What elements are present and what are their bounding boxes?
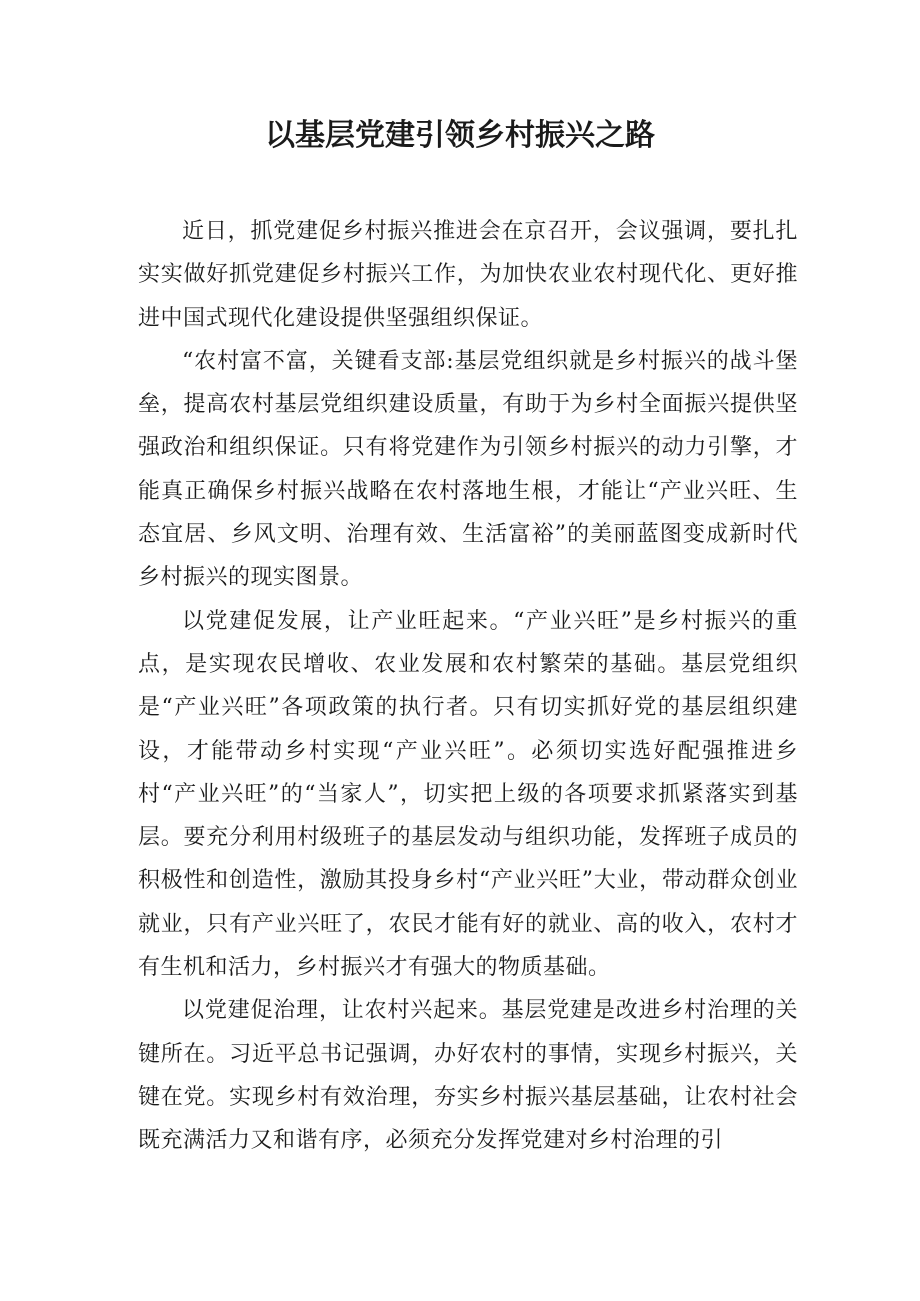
paragraph-4: 以党建促治理，让农村兴起来。基层党建是改进乡村治理的关键所在。习近平总书记强调，办好农村的事情，实现乡村振兴，关键在党。实现乡村有效治理，夯实乡村振兴基层基础，让农村社会既充满活力又和谐有序，必须充分发挥党建对乡村治理的引 — [138, 998, 798, 1154]
document-title: 以基层党建引领乡村振兴之路 — [265, 118, 655, 153]
paragraph-1: 近日，抓党建促乡村振兴推进会在京召开，会议强调，要扎扎实实做好抓党建促乡村振兴工作，为加快农业农村现代化、更好推进中国式现代化建设提供坚强组织保证。 — [138, 219, 798, 331]
paragraph-3: 以党建促发展，让产业旺起来。“产业兴旺”是乡村振兴的重点，是实现农民增收、农业发展和农村繁荣的基础。基层党组织是“产业兴旺”各项政策的执行者。只有切实抓好党的基层组织建设，才能带动乡村实现“产业兴旺”。必须切实选好配强推进乡村“产业兴旺”的“当家人”，切实把上级的各项要求抓紧落实到基层。要充分利用村级班子的基层发动与组织功能，发挥班子成员的积极性和创造性，激励其投身乡村“产业兴旺”大业，带动群众创业就业，只有产业兴旺了，农民才能有好的就业、高的收入，农村才有生机和活力，乡村振兴才有强大的物质基础。 — [138, 608, 798, 981]
paragraph-2: “农村富不富，关键看支部:基层党组织就是乡村振兴的战斗堡垒，提高农村基层党组织建设质量，有助于为乡村全面振兴提供坚强政治和组织保证。只有将党建作为引领乡村振兴的动力引擎，才能真正确保乡村振兴战略在农村落地生根，才能让“产业兴旺、生态宜居、乡风文明、治理有效、生活富裕”的美丽蓝图变成新时代乡村振兴的现实图景。 — [138, 348, 798, 591]
document-body — [138, 210, 798, 1163]
